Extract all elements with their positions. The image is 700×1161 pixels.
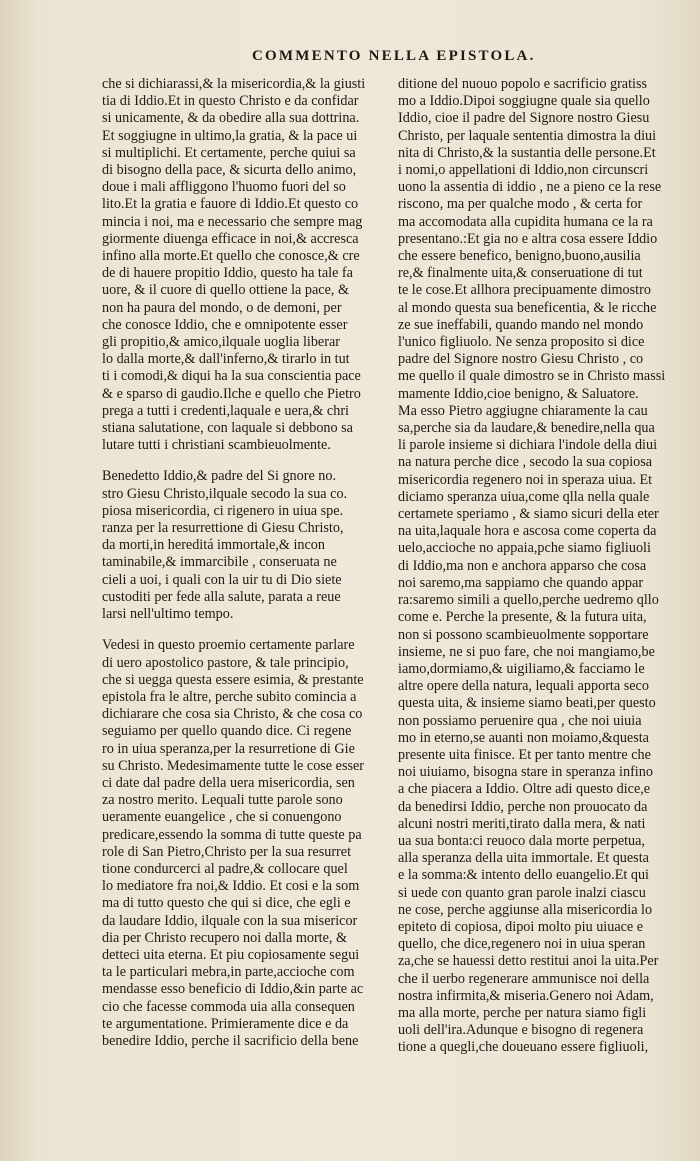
text-line: noi uiuiamo, bisogna stare in speranza infino xyxy=(398,764,653,781)
text-line: Iddio, cioe il padre del Signore nostro Giesu xyxy=(398,110,650,127)
text-line: & e sparso di gaudio.Ilche e quello che Pietro xyxy=(102,385,361,402)
text-line: mincia i noi, ma e necessario che sempre mag xyxy=(102,213,363,230)
text-line: che essere benefico, benigno,buono,ausilia xyxy=(398,248,641,265)
text-line: di Iddio,ma non e anchora apparso che cosa xyxy=(398,557,647,574)
text-line: dichiarare che cosa sia Christo, & che cosa co xyxy=(102,706,363,723)
text-line: za,che se hauessi detto restitui anoi la uita.Per xyxy=(398,953,659,970)
text-line: da morti,in hereditá immortale,& incon xyxy=(102,537,325,554)
text-line: a che piacera a Iddio. Oltre adi questo dice,e xyxy=(398,781,651,798)
text-line: lutare tutti i christiani scambieuolmente. xyxy=(102,437,331,454)
text-line: tia di Iddio.Et in questo Christo e da confidar xyxy=(102,93,359,110)
text-line: benedire Iddio, perche il sacrificio della bene xyxy=(102,1032,359,1049)
text-line: ma di tutto questo che qui si dice, che egli e xyxy=(102,895,351,912)
text-line: Et soggiugne in ultimo,la gratia, & la pace ui xyxy=(102,127,358,144)
text-line: non si possono scambieuolmente sopportare xyxy=(398,626,649,643)
text-line: misericordia regenero noi in speraza uiua. Et xyxy=(398,471,653,488)
text-line: Ma esso Pietro aggiugne chiaramente la cau xyxy=(398,402,648,419)
text-line: gli propitio,& amico,ilquale uoglia liberar xyxy=(102,334,340,351)
text-line: da laudare Iddio, ilquale con la sua misericor xyxy=(102,912,358,929)
left-column xyxy=(102,76,392,1064)
text-line: che si dichiarassi,& la misericordia,& la giusti xyxy=(102,76,366,92)
running-head: COMMENTO NELLA EPISTOLA. xyxy=(252,48,536,64)
text-line: l'unico figliuolo. Ne senza proposito si dice xyxy=(398,334,645,351)
text-line: stiana salutatione, con laquale si debbono sa xyxy=(102,420,353,437)
text-line: uore, & il cuore di quello ottiene la pace, & xyxy=(102,282,350,299)
text-line: quello, che dice,regenero noi in uiua speran xyxy=(398,936,646,953)
text-line: ze sue ineffabili, quando mando nel mondo xyxy=(398,316,644,333)
text-line: di bisogno della pace, & sicurta dello animo, xyxy=(102,162,357,179)
text-line: i nomi,o appellationi di Iddio,non circunscri xyxy=(398,162,649,179)
text-line: che il uerbo regenerare ammunisce noi della xyxy=(398,970,650,987)
text-line: mo in eterno,se auanti non moiamo,&questa xyxy=(398,729,649,746)
text-line: che conosce Iddio, che e omnipotente esser xyxy=(102,316,348,333)
text-line: alcuni nostri meriti,tirato dalla mera, & nati xyxy=(398,815,646,832)
text-line: za nostro merito. Lequali tutte parole sono xyxy=(102,792,343,809)
left-paragraph-2-scripture xyxy=(102,468,392,623)
text-line: sa,perche sia da laudare,& benedire,nella qua xyxy=(398,420,655,437)
text-line: infino alla morte.Et quello che conosce,& cre xyxy=(102,248,360,265)
text-line: tione a quegli,che doueuano essere figliuoli, xyxy=(398,1039,649,1056)
text-line: detteci uita eterna. Et piu copiosamente segui xyxy=(102,946,360,963)
text-line: nita di Christo,& la sustantia delle persone.Et xyxy=(398,144,656,161)
text-line: uelo,accioche no appaia,pche siamo figliuoli xyxy=(398,540,651,557)
text-line: ma alla morte, perche per natura siamo figli xyxy=(398,1004,647,1021)
text-line: certamete speriamo , & siamo sicuri della eter xyxy=(398,506,659,523)
text-line: questa uita, & insieme siamo beati,per questo xyxy=(398,695,656,712)
right-column xyxy=(398,76,682,1071)
text-line: lito.Et la gratia e fauore di Iddio.Et questo co xyxy=(102,196,359,213)
text-line: te le cose.Et allhora precipuamente dimostro xyxy=(398,282,651,299)
text-line: de di hauere propitio Iddio, questo ha tale fa xyxy=(102,265,353,282)
text-line: me quello il quale dimostro se in Christo massi xyxy=(398,368,666,385)
text-line: role di San Pietro,Christo per la sua resurret xyxy=(102,843,352,860)
text-line: al mondo questa sua beneficentia, & le ricche xyxy=(398,299,657,316)
text-line: cieli a uoi, i quali con la uir tu di Dio siete xyxy=(102,571,342,588)
text-line: si unicamente, & da obedire alla sua dottrina. xyxy=(102,110,360,127)
text-line: ueramente euangelice , che si conuengono xyxy=(102,809,342,826)
text-line: padre del Signore nostro Giesu Christo , co xyxy=(398,351,644,368)
text-line: custoditi per fede alla salute, parata a reue xyxy=(102,588,341,605)
text-line: non possiamo peruenire qua , che noi uiuia xyxy=(398,712,642,729)
text-line: ta le particulari mebra,in parte,accioche com xyxy=(102,964,355,981)
text-line: epistola fra le altre, perche subito comincia a xyxy=(102,688,357,705)
left-paragraph-3 xyxy=(102,637,392,1050)
text-line: ma accomodata alla cupidita humana ce la ra xyxy=(398,213,653,230)
left-paragraph-1 xyxy=(102,76,392,454)
text-line: Vedesi in questo proemio certamente parlare xyxy=(102,637,355,654)
text-line: tione condurcerci al padre,& collocare quel xyxy=(102,860,348,877)
text-line: su Christo. Medesimamente tutte le cose esser xyxy=(102,757,365,774)
text-line: seguiamo per quello quando dice. Ci regene xyxy=(102,723,352,740)
text-line: cio che facesse commoda uia alla consequen xyxy=(102,998,355,1015)
text-line: insieme, ne si puo fare, che noi mangiamo,be xyxy=(398,643,655,660)
text-line: larsi nell'ultimo tempo. xyxy=(102,606,234,623)
text-line: predicare,essendo la somma di tutte queste pa xyxy=(102,826,362,843)
text-line: presente uita finisce. Et per tanto mentre che xyxy=(398,746,651,763)
text-line: altre opere della natura, lequali apporta seco xyxy=(398,678,649,695)
text-line: mendasse esso beneficio di Iddio,&in parte ac xyxy=(102,981,364,998)
text-line: giormente diuenga efficace in noi,& accresca xyxy=(102,230,359,247)
text-line: mo a Iddio.Dipoi soggiugne quale sia quello xyxy=(398,93,650,110)
text-line: da benedirsi Iddio, perche non prouocato da xyxy=(398,798,648,815)
text-line: ro in uiua speranza,per la resurretione di Gie xyxy=(102,740,355,757)
text-line: te argumentatione. Primieramente dice e da xyxy=(102,1015,349,1032)
text-line: na natura perche dice , secodo la sua copiosa xyxy=(398,454,653,471)
text-line: si multiplichi. Et certamente, perche quiui sa xyxy=(102,144,356,161)
text-line: epiteto di copiosa, dipoi molto piu uiuace e xyxy=(398,918,644,935)
text-line: noi saremo,ma sappiamo che quando appar xyxy=(398,574,644,591)
text-line: ua sua bonta:ci reuoco dala morte perpetua, xyxy=(398,832,645,849)
text-line: mamente Iddio,cioe benigno, & Saluatore. xyxy=(398,385,639,402)
text-line: che si uegga questa essere esimia, & prestante xyxy=(102,671,364,688)
text-line: alla speranza della uita immortale. Et questa xyxy=(398,850,649,867)
right-paragraph-1 xyxy=(398,76,682,1057)
text-line: na uita,laquale hora e ascosa come coperta da xyxy=(398,523,657,540)
text-line: presentano.:Et gia no e altra cosa essere Iddio xyxy=(398,230,658,247)
text-line: ne cose, perche aggiunse alla misericordia lo xyxy=(398,901,653,918)
text-line: stro Giesu Christo,ilquale secodo la sua co. xyxy=(102,485,348,502)
text-line: riscono, ma per qualche modo , & certa for xyxy=(398,196,643,213)
text-line: uoli dell'ira.Adunque e bisogno di regenera xyxy=(398,1022,644,1039)
text-line: ti i comodi,& diqui ha la sua conscientia pace xyxy=(102,368,361,385)
text-line: lo mediatore fra noi,& Iddio. Et cosi e la som xyxy=(102,878,360,895)
text-line: non ha paura del mondo, o de demoni, per xyxy=(102,299,342,316)
text-line: uono la assentia di iddio , ne a pieno ce la rese xyxy=(398,179,662,196)
text-line: re,& finalmente uita,& conseruatione di tut xyxy=(398,265,643,282)
text-line: ci date dal padre della uera misericordia, sen xyxy=(102,774,355,791)
text-line: iamo,dormiamo,& uigiliamo,& facciamo le xyxy=(398,660,645,677)
text-line: taminabile,& immarcibile , conseruata ne xyxy=(102,554,337,571)
text-line: li parole insieme si dichiara l'indole della diui xyxy=(398,437,658,454)
text-line: Benedetto Iddio,& padre del Si gnore no. xyxy=(102,468,337,485)
text-line: ranza per la resurrettione di Giesu Christo, xyxy=(102,520,344,537)
text-line: Christo, per laquale sententia dimostra la diui xyxy=(398,127,657,144)
text-line: come e. Perche la presente, & la futura uita, xyxy=(398,609,647,626)
text-line: di uero apostolico pastore, & tale principio, xyxy=(102,654,349,671)
text-line: diciamo speranza uiua,come qlla nella quale xyxy=(398,488,650,505)
text-line: dia per Christo recupero noi dalla morte, & xyxy=(102,929,348,946)
text-line: lo dalla morte,& dall'inferno,& tirarlo in tut xyxy=(102,351,350,368)
text-line: ra:saremo simili a quello,perche uedremo qllo xyxy=(398,592,659,609)
text-line: doue i mali affliggono l'huomo fuori del so xyxy=(102,179,346,196)
text-line: si uede con quanto gran parole inalzi ciascu xyxy=(398,884,646,901)
text-line: e la somma:& intento dello euangelio.Et qui xyxy=(398,867,649,884)
text-line: piosa misericordia, ci rigenero in uiua spe. xyxy=(102,502,344,519)
text-line: prega a tutti i credenti,laquale e uera,& chri xyxy=(102,402,349,419)
text-line: ditione del nuouo popolo e sacrificio gratiss xyxy=(398,76,648,92)
text-line: nostra infirmita,& miseria.Genero noi Adam, xyxy=(398,987,654,1004)
